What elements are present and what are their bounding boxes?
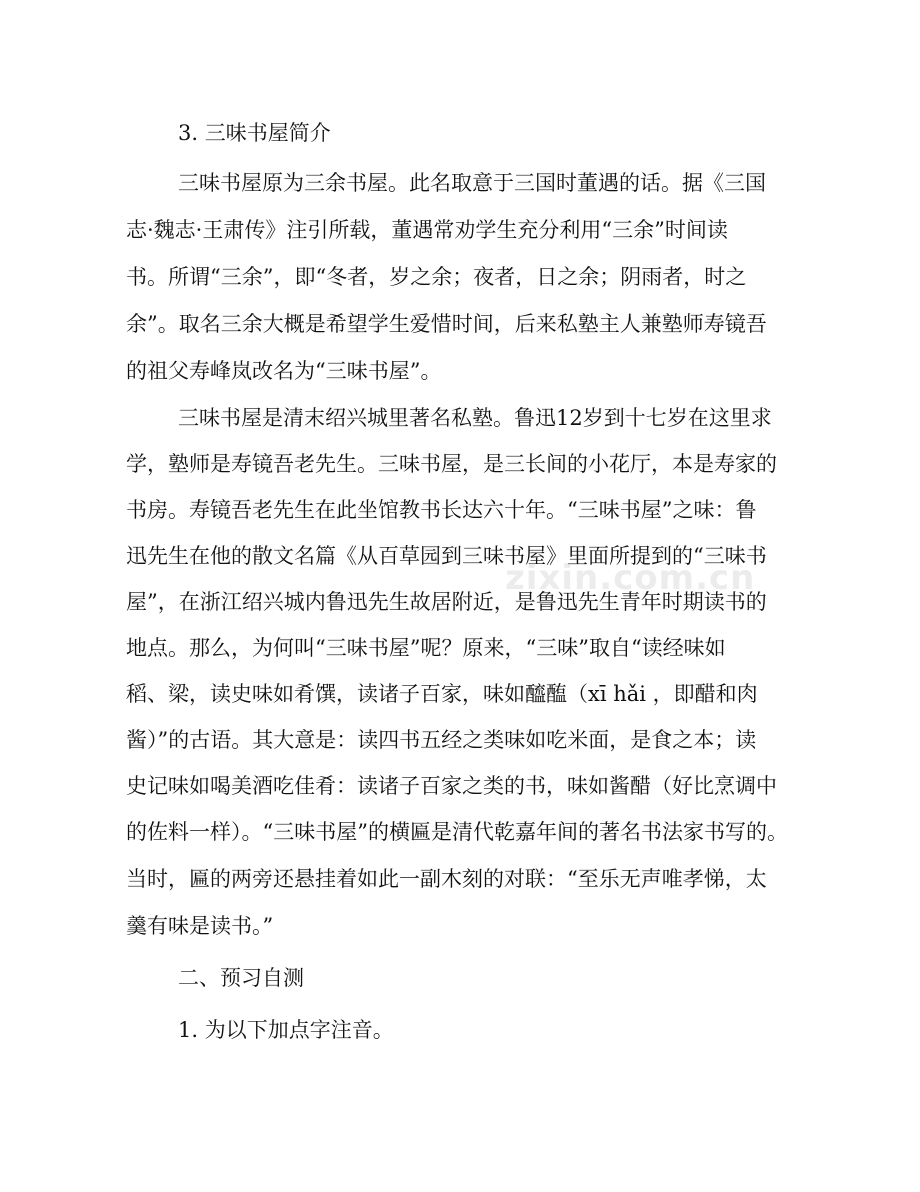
watermark-text: zixin.com.cn: [505, 558, 756, 598]
paragraph-line: 地点。那么，为何叫“三味书屋”呢？原来，“三味”取自“读经味如: [126, 636, 726, 660]
paragraph-line: 屋”，在浙江绍兴城内鲁迅先生故居附近，是鲁迅先生青年时期读书的: [126, 590, 767, 614]
paragraph-line: 史记味如喝美酒吃佳肴：读诸子百家之类的书，味如酱醋（好比烹调中: [126, 774, 777, 798]
question-item-1: 1. 为以下加点字注音。: [178, 1018, 394, 1042]
paragraph-line: 的祖父寿峰岚改名为“三味书屋”。: [126, 359, 442, 383]
paragraph-line: 迅先生在他的散文名篇《从百草园到三味书屋》里面所提到的“三味书: [126, 544, 767, 568]
paragraph-line: 酱）”的古语。其大意是：读四书五经之类味如吃米面，是食之本；读: [126, 728, 757, 752]
paragraph-line: 三味书屋原为三余书屋。此名取意于三国时董遇的话。据《三国: [178, 171, 766, 195]
paragraph-line: 当时，匾的两旁还悬挂着如此一副木刻的对联：“至乐无声唯孝悌，太: [126, 867, 767, 891]
paragraph-line: 学，塾师是寿镜吾老先生。三味书屋，是三长间的小花厅，本是寿家的: [126, 452, 777, 476]
paragraph-line: 志·魏志·王肃传》注引所载，董遇常劝学生充分利用“三余”时间读: [126, 218, 728, 242]
paragraph-line: 的佐料一样）。“三味书屋”的横匾是清代乾嘉年间的著名书法家书写的。: [126, 820, 788, 844]
paragraph-line: 稻、梁，读史味如肴馔，读诸子百家，味如醯醢（xī hǎi ，即醋和肉: [126, 682, 758, 706]
paragraph-line: 书房。寿镜吾老先生在此坐馆教书长达六十年。“三味书屋”之味：鲁: [126, 498, 757, 522]
section-heading-preview-test: 二、预习自测: [178, 966, 304, 990]
paragraph-line: 羹有味是读书。”: [126, 914, 274, 938]
paragraph-line: 余”。取名三余大概是希望学生爱惜时间，后来私塾主人兼塾师寿镜吾: [126, 312, 767, 336]
paragraph-line: 三味书屋是清末绍兴城里著名私塾。鲁迅12岁到十七岁在这里求: [178, 406, 772, 430]
paragraph-line: 书。所谓“三余”，即“冬者，岁之余；夜者，日之余；阴雨者，时之: [126, 265, 747, 289]
section-heading-intro: 3. 三味书屋简介: [178, 121, 331, 145]
